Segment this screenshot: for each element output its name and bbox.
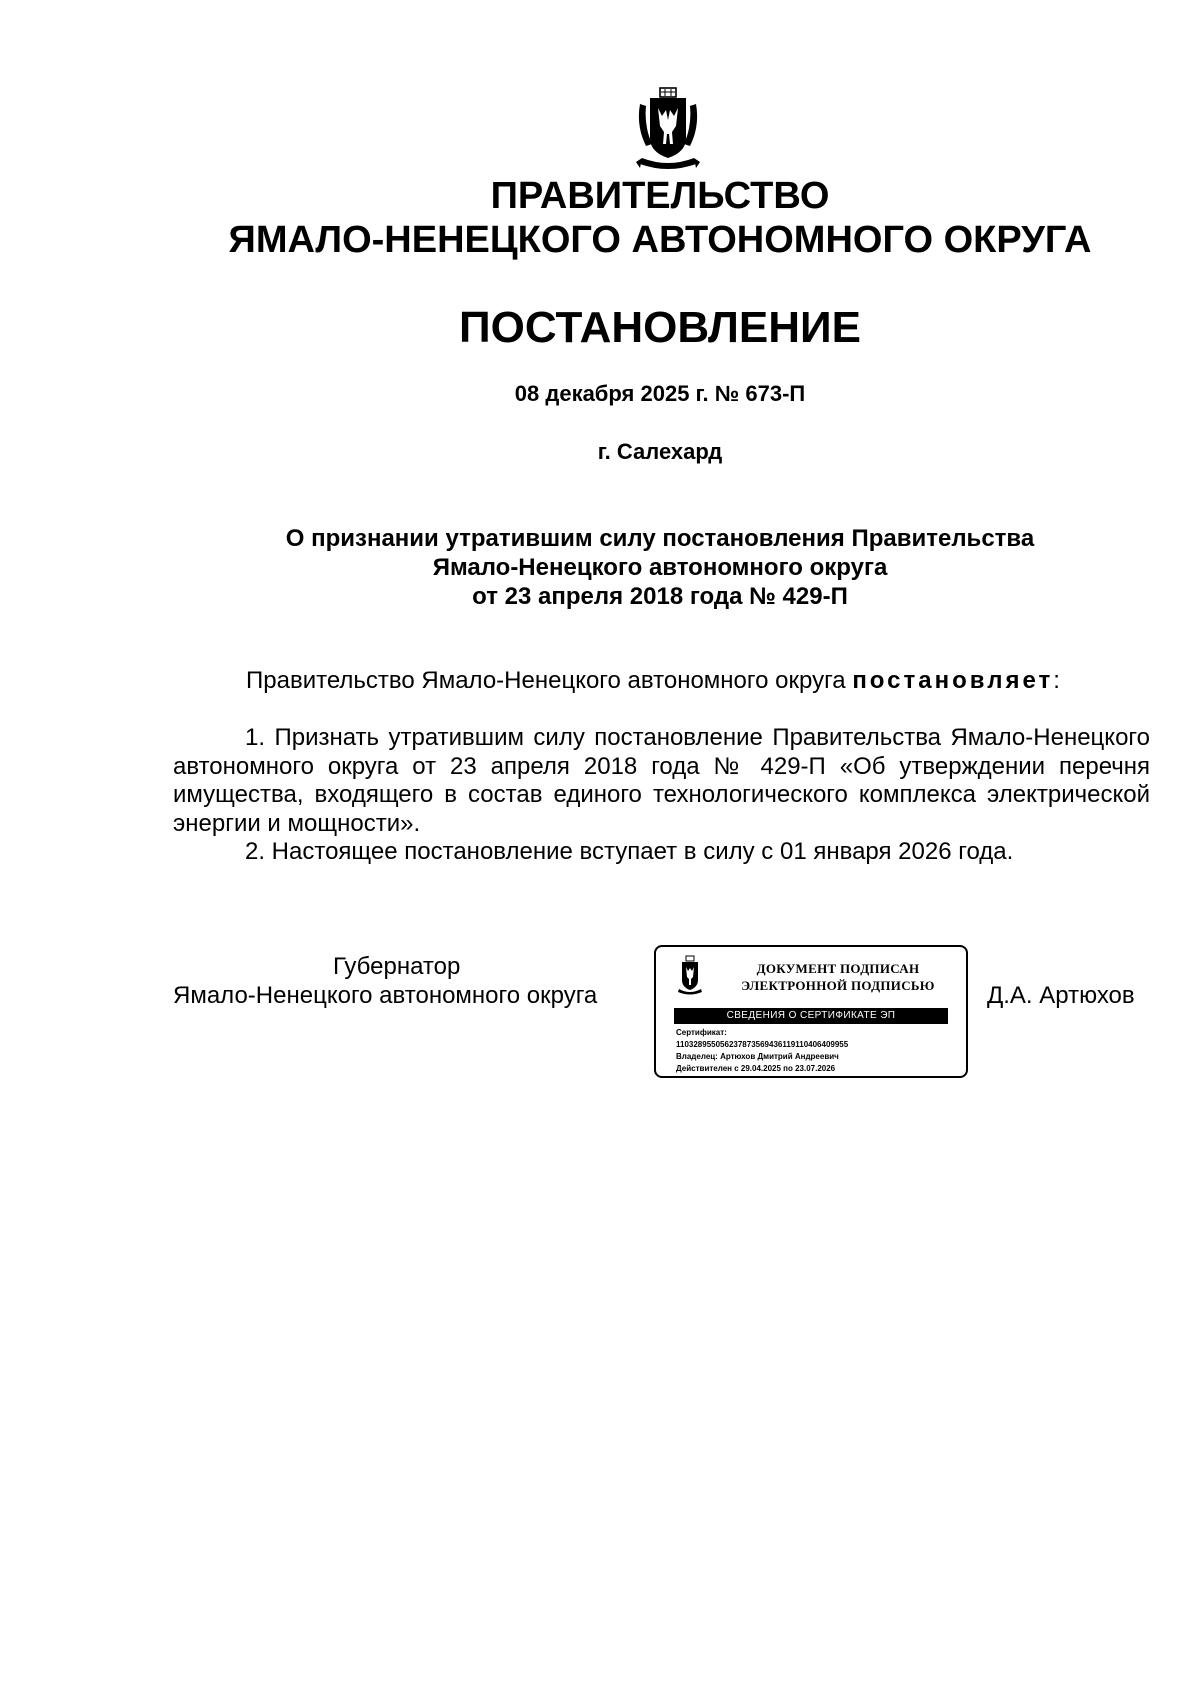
- document-date-number: 08 декабря 2025 г. № 673-П: [514, 381, 806, 406]
- certificate-info-bar: СВЕДЕНИЯ О СЕРТИФИКАТЕ ЭП: [674, 1008, 948, 1024]
- preamble-end: :: [1053, 667, 1060, 694]
- certificate-label: Сертификат:: [676, 1028, 727, 1037]
- government-name-line1: ПРАВИТЕЛЬСТВО: [490, 175, 830, 217]
- stamp-heading-line2: ЭЛЕКТРОННОЙ ПОДПИСЬЮ: [741, 978, 935, 993]
- signer-role-line2: Ямало-Ненецкого автономного округа: [173, 982, 598, 1009]
- stamp-coat-of-arms-icon: [676, 955, 704, 995]
- document-city: г. Салехард: [597, 439, 723, 464]
- document-title-line1: О признании утратившим силу постановления Правительства: [285, 525, 1035, 552]
- preamble-text: Правительство Ямало-Ненецкого автономного округа: [246, 667, 853, 694]
- stamp-heading-line1: ДОКУМЕНТ ПОДПИСАН: [756, 961, 920, 976]
- stamp-heading: [718, 960, 958, 994]
- paragraph-item-1: 1. Признать утратившим силу постановление Правительства Ямало-Ненецкого автономного округа от 23 апреля 2018 года № 429-П «Об утверждении перечня имущества, входящего в состав единого технологического комплекса электрической энергии и мощности».: [173, 724, 1150, 837]
- coat-of-arms-icon: [632, 86, 704, 174]
- document-type: ПОСТАНОВЛЕНИЕ: [458, 303, 862, 352]
- certificate-number: 110328955056237873569436119110406409955: [676, 1040, 849, 1049]
- preamble: [173, 667, 1150, 696]
- paragraph-item-2: 2. Настоящее постановление вступает в силу с 01 января 2026 года.: [245, 838, 1014, 865]
- signer-name: Д.А. Артюхов: [987, 982, 1135, 1009]
- government-name-line2: ЯМАЛО-НЕНЕЦКОГО АВТОНОМНОГО ОКРУГА: [228, 219, 1092, 261]
- document-title-line3: от 23 апреля 2018 года № 429-П: [472, 583, 848, 610]
- electronic-signature-stamp: [654, 945, 968, 1078]
- document-title-line2: Ямало-Ненецкого автономного округа: [432, 554, 888, 581]
- certificate-validity: Действителен с 29.04.2025 по 23.07.2026: [676, 1064, 836, 1073]
- certificate-owner: Владелец: Артюхов Дмитрий Андреевич: [676, 1052, 839, 1061]
- preamble-keyword: постановляет: [852, 667, 1054, 694]
- signer-role-line1: Губернатор: [333, 953, 461, 980]
